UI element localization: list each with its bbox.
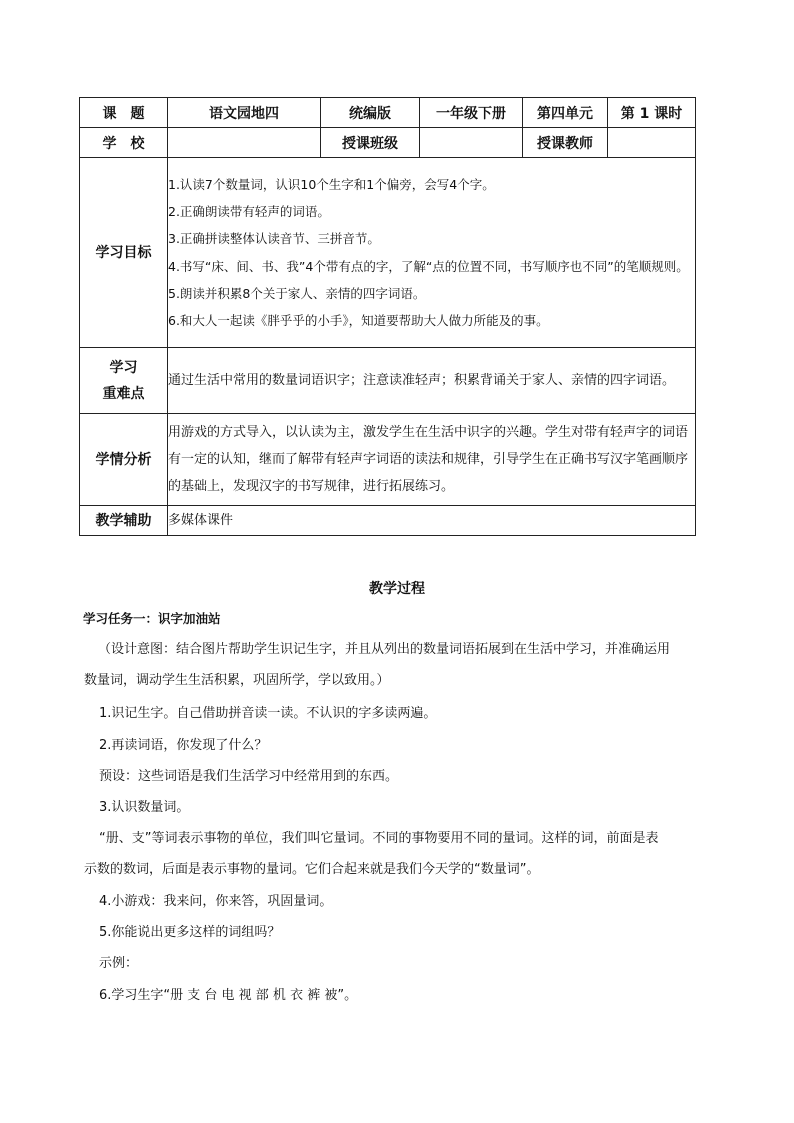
goal-item: 4.书写“床、间、书、我”4个带有点的字，了解“点的位置不同，书写顺序也不同”的笔顺规则。 (168, 258, 689, 274)
class-label: 授课班级 (321, 128, 420, 158)
course-value: 语文园地四 (168, 98, 321, 128)
analysis-text: 用游戏的方式导入，以认读为主，激发学生在生活中识字的兴趣。学生对带有轻声字的词语有一定的认知，继而了解带有轻声字词语的读法和规律，引导学生在正确书写汉字笔画顺序的基础上，发现汉字的书写规律，进行拓展练习。 (168, 414, 696, 506)
example-label: 示例： (99, 956, 139, 971)
analysis-label: 学情分析 (80, 414, 168, 506)
goal-item: 3.正确拼读整体认读音节、三拼音节。 (168, 231, 380, 247)
table-row-school (80, 128, 696, 158)
table-row-key-points (80, 348, 696, 414)
table-row-aids (80, 506, 696, 536)
step-3-text-line2: 示数的数词，后面是表示事物的量词。它们合起来就是我们今天学的“数量词”。 (84, 862, 540, 877)
step-2-preset: 预设：这些词语是我们生活学习中经常用到的东西。 (99, 769, 399, 784)
teacher-value (608, 128, 696, 158)
unit: 第四单元 (523, 98, 608, 128)
key-points-text: 通过生活中常用的数量词语识字；注意读准轻声；积累背诵关于家人、亲情的四字词语。 (168, 348, 696, 414)
step-4: 4.小游戏：我来问，你来答，巩固量词。 (99, 894, 333, 909)
key-points-label-line2: 重难点 (102, 385, 145, 402)
key-points-label (80, 348, 168, 414)
class-value (420, 128, 523, 158)
goal-item: 1.认读7个数量词，认识10个生字和1个偏旁，会写4个字。 (168, 176, 495, 192)
step-3: 3.认识数量词。 (99, 800, 190, 815)
step-1: 1.识记生字。自己借助拼音读一读。不认识的字多读两遍。 (99, 706, 437, 721)
task1-title: 学习任务一：识字加油站 (83, 611, 221, 626)
course-label: 课 题 (80, 98, 168, 128)
step-2: 2.再读词语，你发现了什么？ (99, 738, 268, 753)
school-label: 学 校 (80, 128, 168, 158)
goals-list (168, 158, 696, 348)
goals-label: 学习目标 (80, 158, 168, 348)
grade: 一年级下册 (420, 98, 523, 128)
step-5: 5.你能说出更多这样的词组吗？ (99, 925, 281, 940)
period: 第 1 课时 (608, 98, 696, 128)
school-value (168, 128, 321, 158)
table-row-course (80, 98, 696, 128)
table-row-analysis (80, 414, 696, 506)
edition: 统编版 (321, 98, 420, 128)
design-intent-line2: 数量词，调动学生生活积累，巩固所学，学以致用。） (84, 673, 390, 688)
lesson-info-table (79, 97, 696, 536)
teacher-label: 授课教师 (523, 128, 608, 158)
aids-text: 多媒体课件 (168, 506, 696, 536)
goal-item: 6.和大人一起读《胖乎乎的小手》，知道要帮助大人做力所能及的事。 (168, 312, 549, 328)
goal-item: 2.正确朗读带有轻声的词语。 (168, 204, 330, 220)
aids-label: 教学辅助 (80, 506, 168, 536)
step-3-text-line1: “册、支”等词表示事物的单位，我们叫它量词。不同的事物要用不同的量词。这样的词，前面是表 (99, 831, 659, 846)
goal-item: 5.朗读并积累8个关于家人、亲情的四字词语。 (168, 285, 426, 301)
table-row-goals (80, 158, 696, 348)
design-intent-line1: （设计意图：结合图片帮助学生识记生字，并且从列出的数量词语拓展到在生活中学习，并准确运用 (98, 642, 671, 657)
step-6: 6.学习生字“册 支 台 电 视 部 机 衣 裤 被”。 (99, 988, 358, 1003)
process-title: 教学过程 (369, 581, 425, 597)
key-points-label-line1: 学习 (109, 359, 138, 376)
